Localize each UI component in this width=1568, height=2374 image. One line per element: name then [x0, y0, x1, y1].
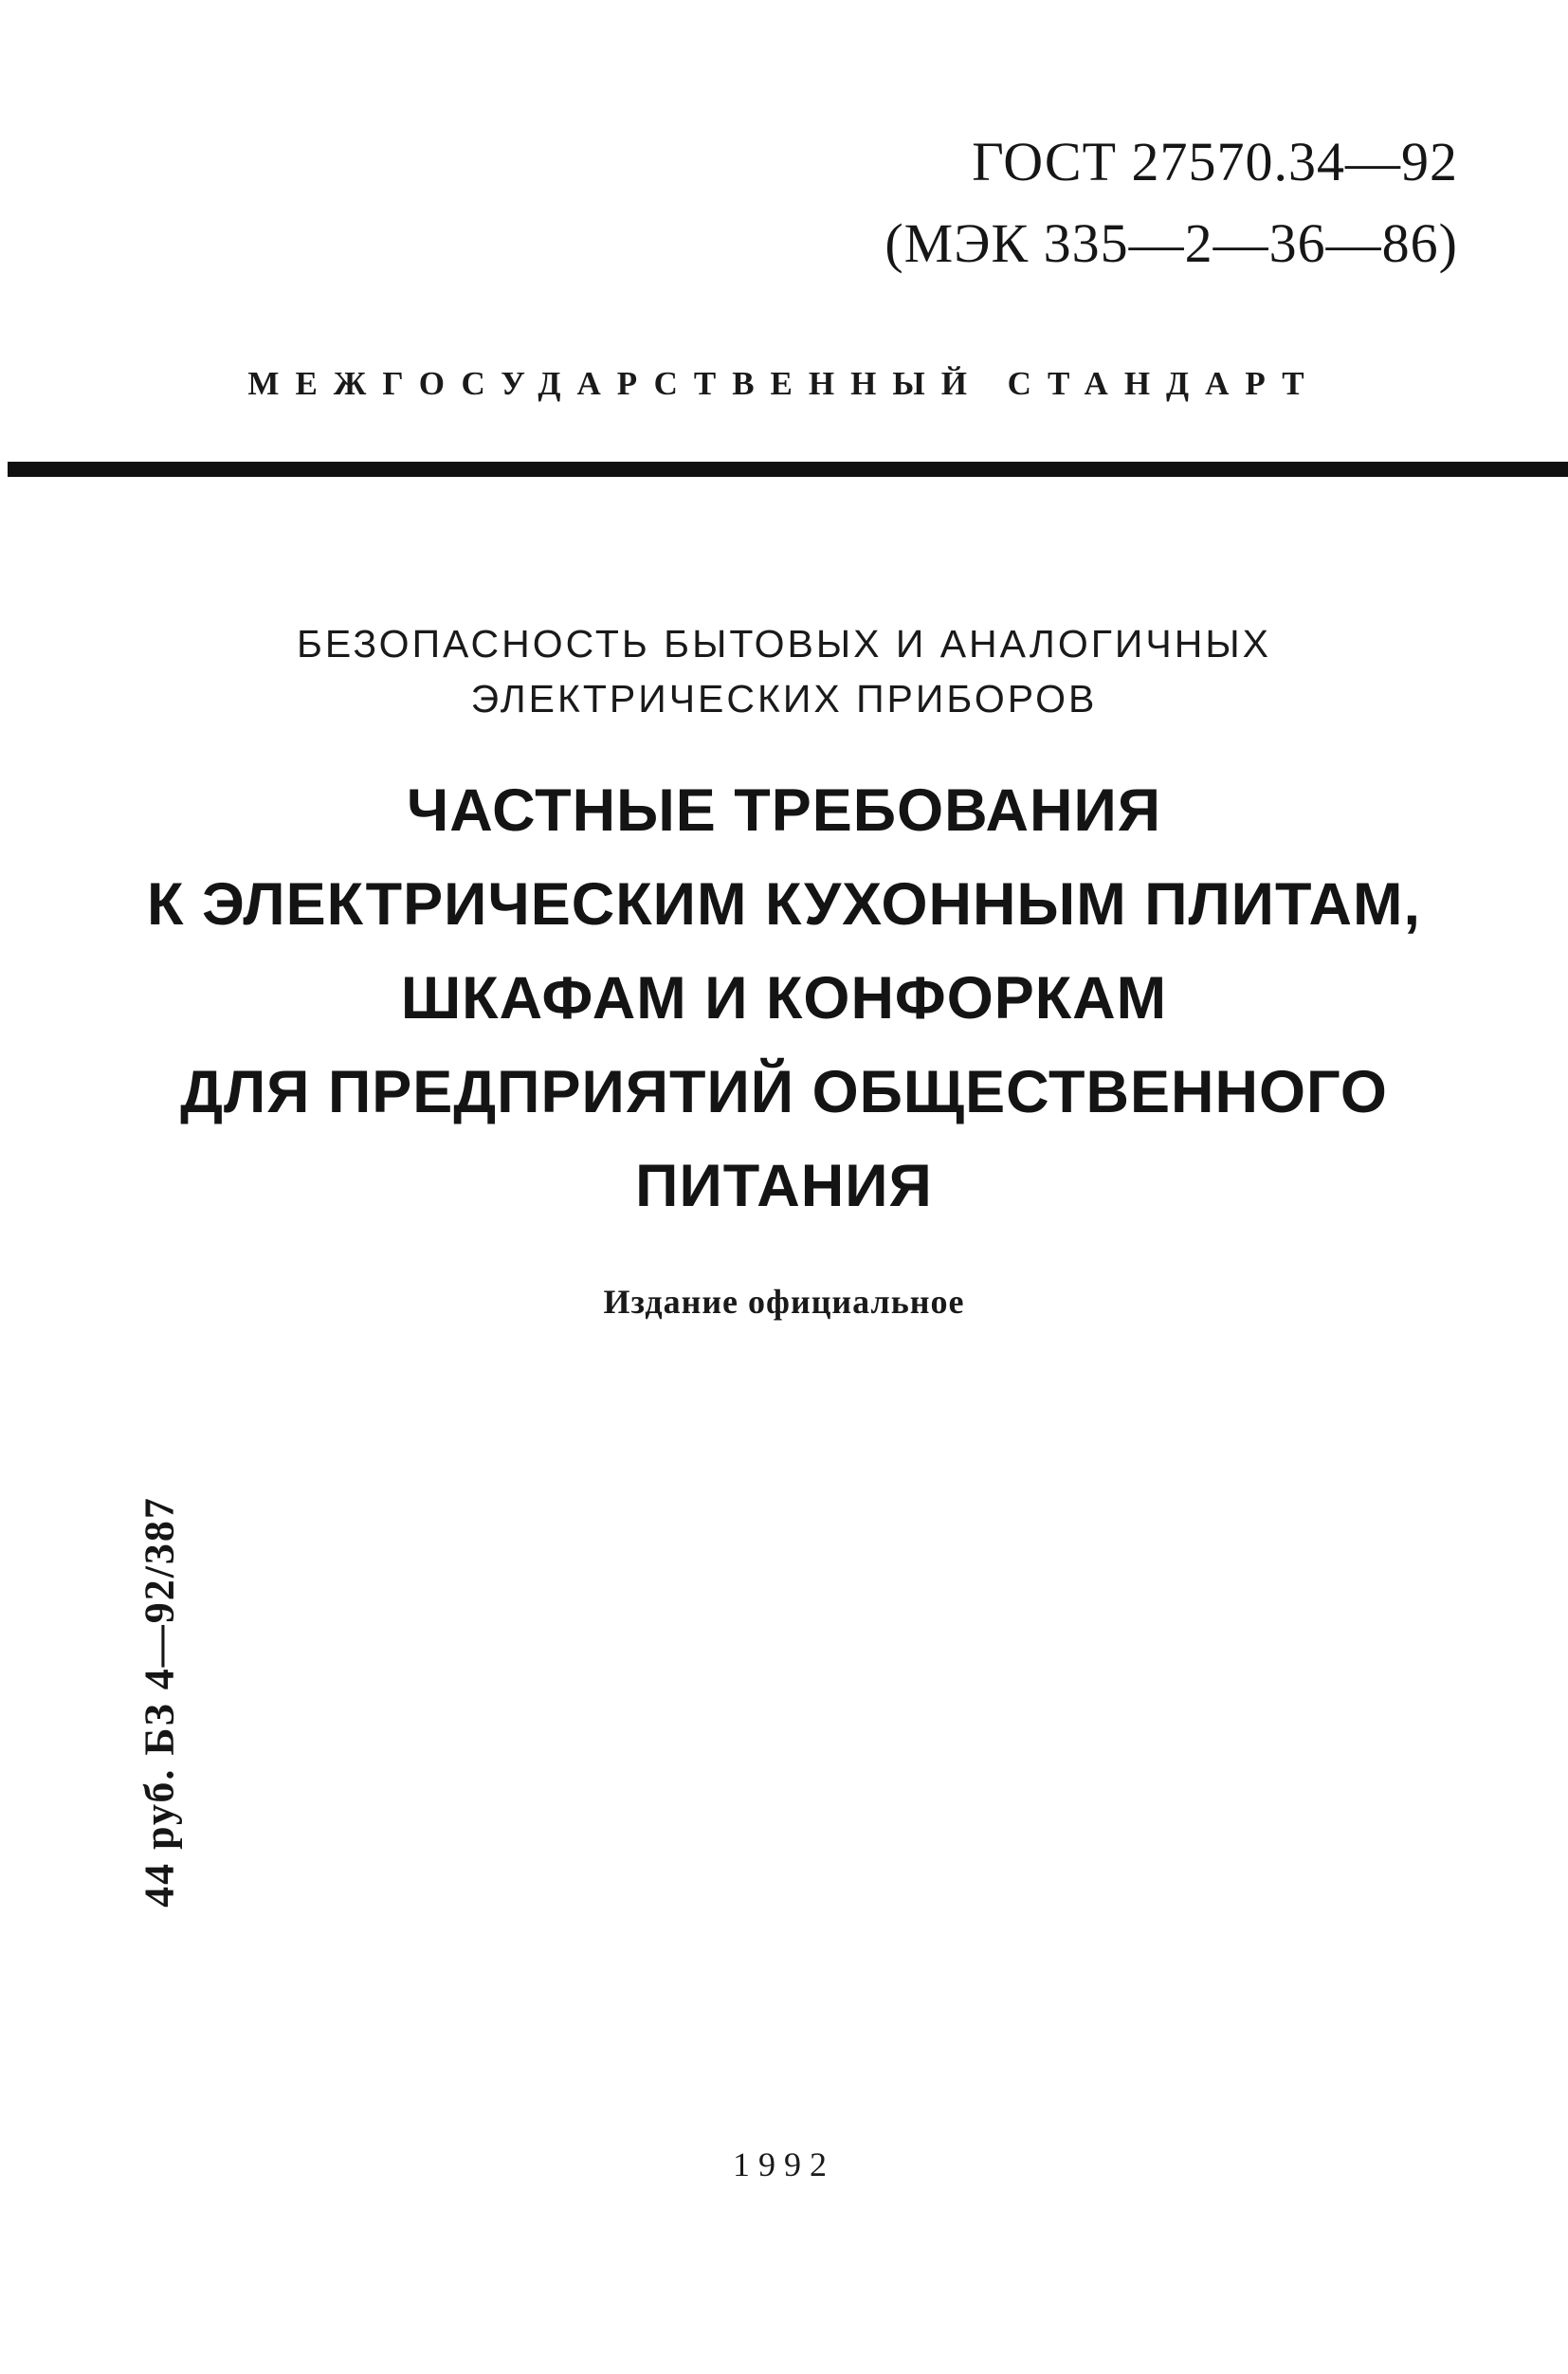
- title-line: ЧАСТНЫЕ ТРЕБОВАНИЯ: [406, 777, 1162, 844]
- subject-heading: [0, 616, 1568, 726]
- subject-line: БЕЗОПАСНОСТЬ БЫТОВЫХ И АНАЛОГИЧНЫХ: [297, 622, 1271, 666]
- price-stamp-text: 44 руб. БЗ 4—92/387: [136, 1496, 183, 1908]
- title-line: К ЭЛЕКТРИЧЕСКИМ КУХОННЫМ ПЛИТАМ,: [147, 871, 1421, 938]
- edition-label: Издание официальное: [603, 1283, 965, 1321]
- gost-number: ГОСТ 27570.34—92: [972, 131, 1458, 192]
- gost-code-block: [884, 121, 1458, 284]
- horizontal-rule: [8, 462, 1568, 477]
- subject-line: ЭЛЕКТРИЧЕСКИХ ПРИБОРОВ: [470, 677, 1098, 721]
- standard-type-heading: МЕЖГОСУДАРСТВЕННЫЙ СТАНДАРТ: [247, 365, 1321, 402]
- iec-reference: (МЭК 335—2—36—86): [884, 212, 1458, 274]
- title-line: ПИТАНИЯ: [635, 1153, 933, 1219]
- document-title: [0, 764, 1568, 1233]
- title-line: ДЛЯ ПРЕДПРИЯТИЙ ОБЩЕСТВЕННОГО: [180, 1059, 1388, 1125]
- publication-year: 1992: [733, 2146, 835, 2183]
- title-line: ШКАФАМ И КОНФОРКАМ: [400, 965, 1168, 1032]
